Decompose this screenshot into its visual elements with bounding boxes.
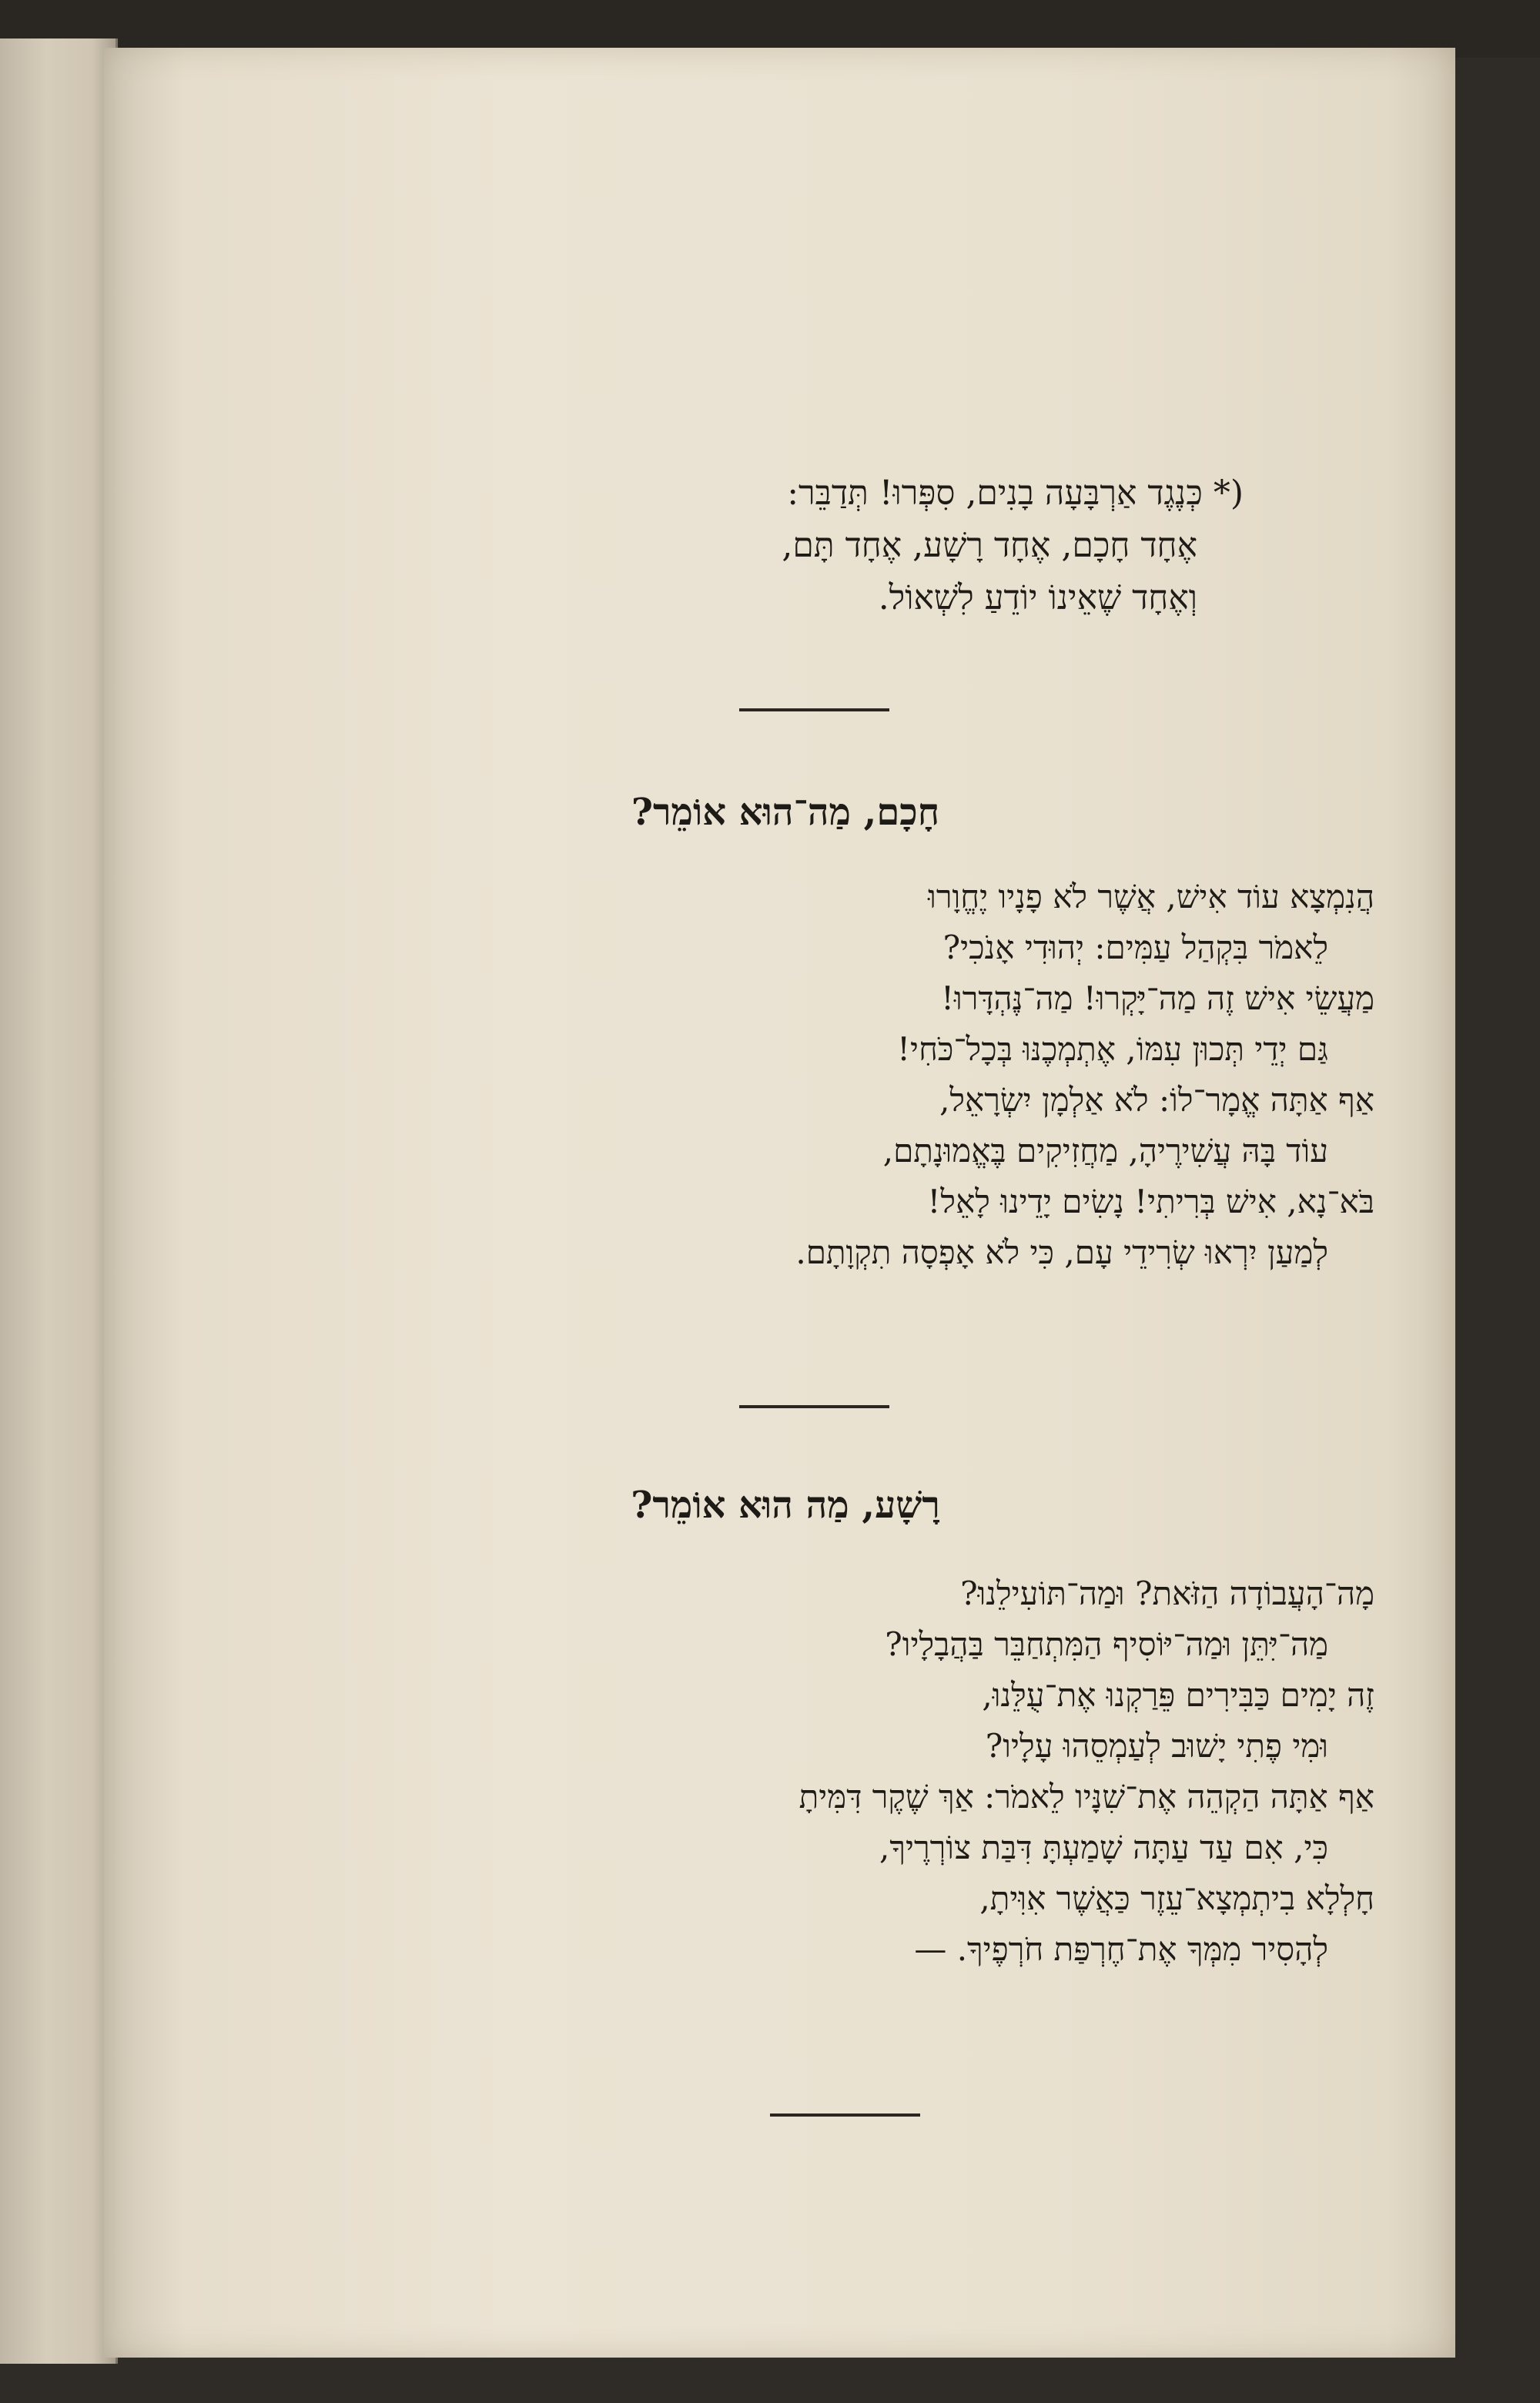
verse-line: וּמִי פֶתִי יָשׁוּב לְעַמְסֵהוּ עָלָיו? xyxy=(985,1726,1328,1765)
poem-section-1 xyxy=(412,872,1374,1278)
verse-line: לְהָסִיר מִמְּךָ אֶת־חֶרְפַּת חֹרְפֶיךָ. — xyxy=(914,1929,1328,1968)
footnote-line: אֶחָד חָכָם, אֶחָד רָשָׁע, אֶחָד תָּם, xyxy=(782,526,1197,566)
footnote-line: וְאֶחָד שֶׁאֵינוֹ יוֹדֵעַ לִשְׁאוֹל. xyxy=(878,578,1197,618)
section-heading: רָשָׁע, מַה הוּא אוֹמֵר? xyxy=(631,1484,940,1527)
verse-line: מַה־יִּתֵּן וּמַה־יּוֹסִיף הַמִּתְחַבֵּר בַּהֲבָלָיו? xyxy=(885,1625,1328,1663)
section-divider xyxy=(739,708,889,711)
verse-line: גַּם יְדֵי תְּכוּן עִמּוֹ, אֶתְמְכֶנּוּ בְּכָל־כֹּחִי! xyxy=(897,1029,1328,1068)
verse-line: לְמַעַן יִרְאוּ שְׂרִידֵי עָם, כִּי לֹא אָפְסָה תִקְוָתָם. xyxy=(795,1233,1328,1271)
verse-line: מָה־הָעֲבוֹדָה הַזֹּאת? וּמַה־תּוֹעִילֵנוּ? xyxy=(960,1575,1374,1612)
previous-page-edge xyxy=(0,38,118,2364)
verse-line: זֶה יָמִים כַּבִּירִים פֵּרַקְנוּ אֶת־עֻלֵּנוּ, xyxy=(982,1675,1374,1714)
verse-line: עוֹד בָּהּ עֲשִׁירֶיהָ, מַחֲזִיקִים בֶּאֱמוּנָתָם, xyxy=(882,1131,1328,1170)
verse-line: לֵאמֹר בִּקְהַל עַמִּים: יְהוּדִי אָנֹכִי? xyxy=(942,928,1328,966)
verse-line: אַף אַתָּה הַקְהֵה אֶת־שִׁנָּיו לֵאמֹר: אַךְ שֶׁקֶר דִּמִּיתָ xyxy=(798,1777,1374,1816)
section-divider xyxy=(770,2114,920,2117)
section-divider xyxy=(739,1405,889,1408)
section-heading: חָכָם, מַה־הוּא אוֹמֵר? xyxy=(631,791,940,834)
verse-line: בֹּא־נָא, אִישׁ בְּרִיתִי! נָשִׂים יָדֵינוּ לָאֵל! xyxy=(927,1182,1374,1220)
verse-line: חָלְלָא בִיתְמְצָא־עֵזֶר כַּאֲשֶׁר אִוִּיתָ, xyxy=(979,1879,1374,1917)
footnote-line: (* כְּנֶגֶד אַרְבָּעָה בָנִים, סִפְּרוּ! תְּדַבֵּר: xyxy=(787,474,1244,513)
verse-line: אַף אַתָּה אֱמָר־לוֹ: לֹא אַלְמָן יִשְׂרָאֵל, xyxy=(939,1080,1374,1119)
verse-line: הֲנִמְצָא עוֹד אִישׁ, אֲשֶׁר לֹא פָנָיו יֶחֱוָרוּ xyxy=(928,878,1374,915)
verse-line: מַעֲשֵׂי אִישׁ זֶה מַה־יָּקְרוּ! מַה־נֶּהְדָּרוּ! xyxy=(941,979,1374,1017)
verse-line: כִּי, אִם עַד עַתָּה שָׁמַעְתָּ דִּבַּת צוֹרְרֶיךָ, xyxy=(879,1828,1328,1866)
book-page xyxy=(104,48,1455,2358)
poem-section-2 xyxy=(412,1568,1374,1975)
footnote xyxy=(474,467,1244,625)
